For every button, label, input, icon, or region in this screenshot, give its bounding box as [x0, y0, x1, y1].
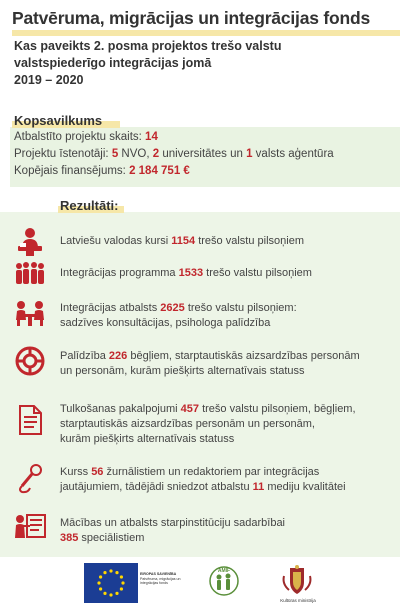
page-title: Patvēruma, migrācijas un integrācijas fonds	[12, 8, 371, 28]
result-text-segment: trešo valstu pilsoņiem	[195, 235, 304, 247]
subtitle-line: valstspiederīgo integrācijas jomā	[14, 56, 212, 70]
result-line	[60, 480, 390, 495]
result-line	[60, 432, 390, 447]
document-icon	[14, 404, 46, 436]
result-line	[60, 465, 390, 480]
page-subtitle	[14, 38, 386, 89]
subtitle-years: 2019 – 2020	[14, 73, 84, 87]
result-number: 11	[252, 481, 265, 493]
amif-logo	[209, 566, 239, 602]
result-text-segment: sadzīves konsultācijas, psihologa palīdzība	[60, 317, 271, 329]
result-number: 56	[91, 466, 104, 478]
eu-text-line: integrācijas fonds	[140, 581, 168, 586]
result-line	[60, 417, 390, 432]
result-text-segment: bēgļiem, starptautiskās aizsardzības personām	[127, 350, 360, 362]
result-number: 385	[60, 532, 79, 544]
microphone-icon	[14, 462, 46, 494]
agency-label: valsts aģentūra	[252, 148, 334, 160]
subtitle-line: Kas paveikts 2. posma projektos trešo valstu	[14, 39, 282, 53]
result-number: 226	[108, 350, 128, 362]
summary-funding	[14, 165, 190, 177]
result-line	[60, 301, 390, 316]
presentation-icon	[14, 512, 46, 544]
result-text-segment: Tulkošanas pakalpojumi	[60, 403, 181, 415]
people-group-icon	[14, 258, 46, 290]
result-text-segment: Palīdzība	[60, 350, 109, 362]
summary-heading: Kopsavilkums	[14, 113, 103, 128]
result-number: 1154	[171, 235, 196, 247]
university-label: universitātes un	[159, 148, 247, 160]
result-text-segment: kurām piešķirts alternatīvais statuss	[60, 433, 235, 445]
result-text-segment: speciālistiem	[78, 532, 145, 544]
summary-projects	[14, 131, 158, 143]
university-count: 2	[152, 148, 160, 160]
amif-logo-label: AMIF	[217, 568, 231, 574]
agency-count: 1	[246, 148, 253, 160]
result-text-segment: žurnālistiem un redaktoriem par integrācijas	[103, 466, 320, 478]
result-line	[60, 402, 390, 417]
eu-logo-text	[140, 572, 192, 586]
projects-label: Atbalstīto projektu skaits:	[14, 131, 146, 143]
ngo-label: NVO,	[118, 148, 153, 160]
result-text-segment: un personām, kurām piešķirts alternatīvais statuss	[60, 365, 305, 377]
result-text	[60, 402, 390, 447]
eu-text-line: EIROPAS SAVIENĪBA	[140, 572, 177, 576]
result-text-segment: Kurss	[60, 466, 92, 478]
consultation-icon	[14, 298, 46, 330]
results-panel	[0, 212, 400, 557]
result-text-segment: trešo valstu pilsoņiem	[203, 267, 312, 279]
result-text	[60, 234, 390, 249]
result-text-segment: mediju kvalitātei	[264, 481, 346, 493]
result-text-segment: trešo valstu pilsoņiem, bēgļiem,	[199, 403, 356, 415]
result-text-segment: trešo valstu pilsoņiem:	[184, 302, 297, 314]
funding-label: Kopējais finansējums:	[14, 165, 130, 177]
teacher-icon	[14, 226, 46, 258]
result-text	[60, 465, 390, 495]
lifebuoy-icon	[14, 345, 46, 377]
coat-of-arms-logo	[280, 564, 314, 598]
result-line	[60, 364, 390, 379]
result-text	[60, 349, 390, 379]
funding-value: 2 184 751 €	[129, 165, 190, 177]
results-heading: Rezultāti:	[60, 198, 119, 213]
result-text	[60, 301, 390, 331]
result-line	[60, 531, 390, 546]
result-line	[60, 266, 390, 281]
projects-count: 14	[145, 131, 158, 143]
ngo-count: 5	[111, 148, 119, 160]
result-line	[60, 349, 390, 364]
title-underline	[12, 30, 400, 36]
result-text	[60, 516, 390, 546]
result-line	[60, 234, 390, 249]
result-text-segment: jautājumiem, tādējādi sniedzot atbalstu	[60, 481, 253, 493]
eu-text-line: Patvēruma, migrācijas un	[140, 576, 181, 581]
footer	[0, 557, 400, 612]
result-text-segment: Integrācijas atbalsts	[60, 302, 161, 314]
implementers-label: Projektu īstenotāji:	[14, 148, 112, 160]
result-text	[60, 266, 390, 281]
result-number: 457	[180, 403, 200, 415]
result-line	[60, 516, 390, 531]
result-number: 1533	[178, 267, 204, 279]
result-text-segment: starptautiskās aizsardzības personām un personām,	[60, 418, 315, 430]
result-number: 2625	[160, 302, 185, 314]
result-text-segment: Integrācijas programma	[60, 267, 179, 279]
ministry-label: Kultūras ministrija	[280, 598, 316, 603]
result-line	[60, 316, 390, 331]
summary-implementers	[14, 148, 334, 160]
result-text-segment: Mācības un atbalsts starpinstitūciju sadarbībai	[60, 517, 286, 529]
result-text-segment: Latviešu valodas kursi	[60, 235, 172, 247]
eu-flag-logo	[84, 563, 138, 603]
